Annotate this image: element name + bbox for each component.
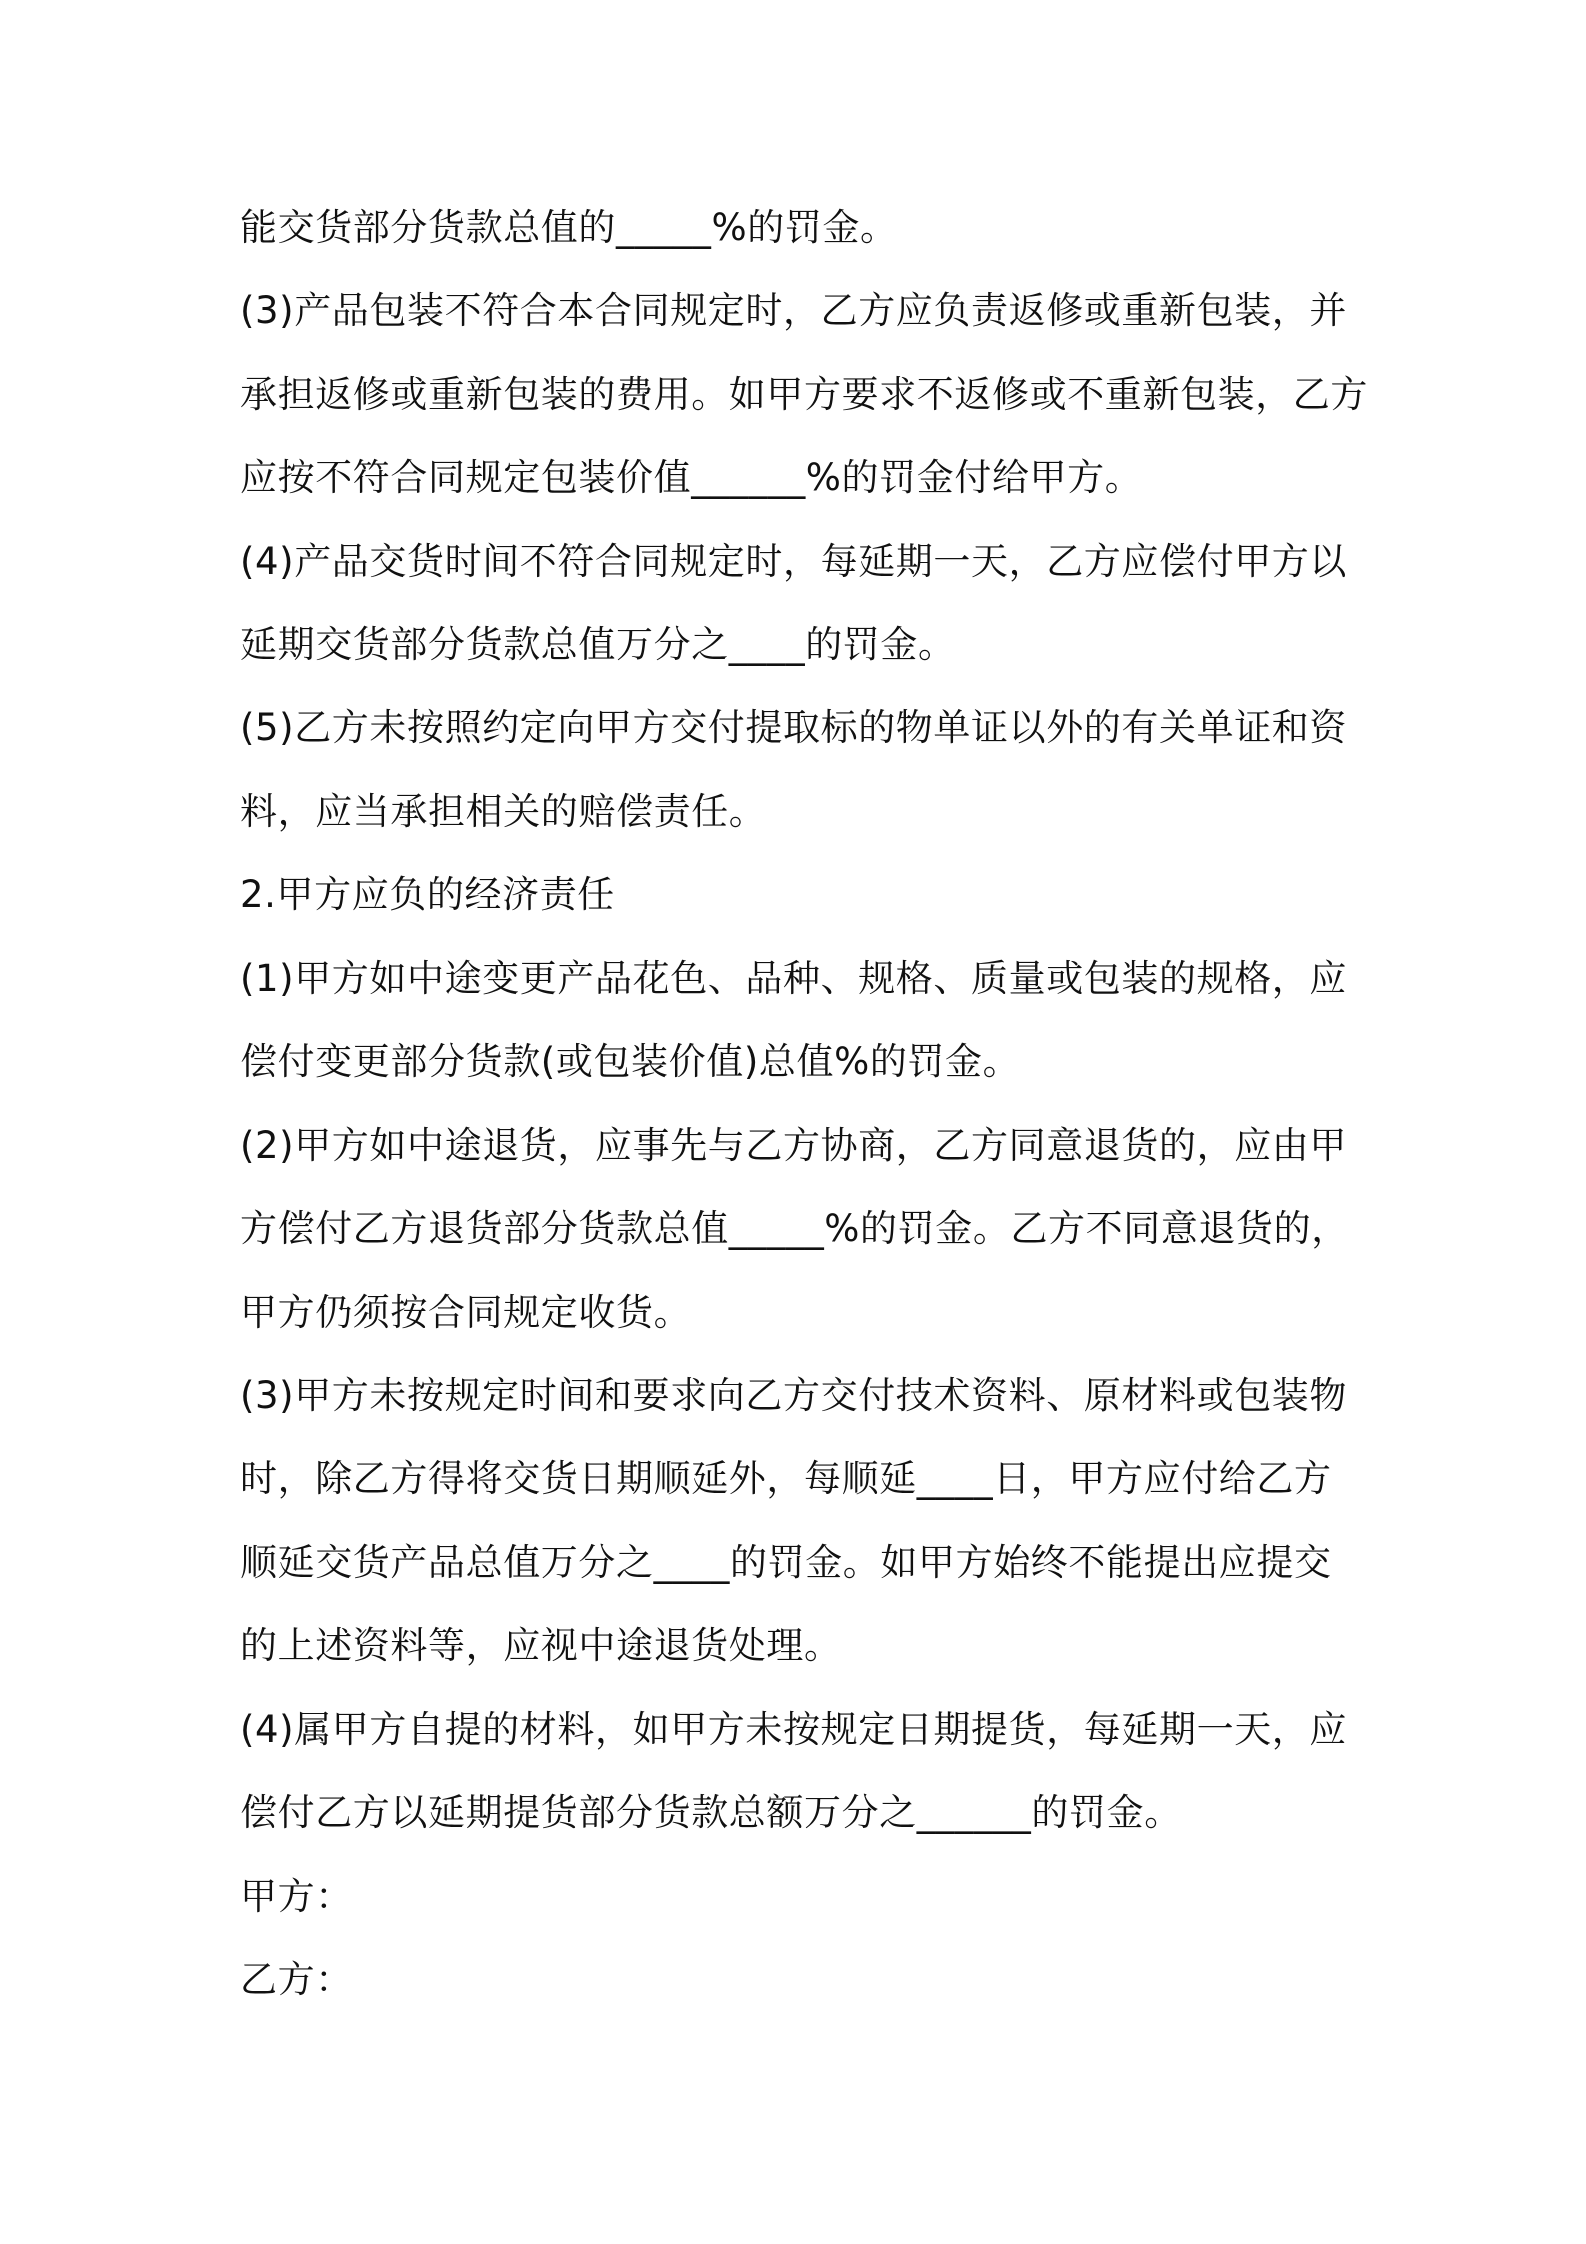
text-line: 延期交货部分货款总值万分之____的罚金。	[240, 623, 956, 666]
section-heading: 2.甲方应负的经济责任	[240, 873, 615, 916]
party-a-signature-label: 甲方：	[240, 1875, 353, 1918]
text-line: 料，应当承担相关的赔偿责任。	[240, 790, 767, 833]
text-line: (1)甲方如中途变更产品花色、品种、规格、质量或包装的规格，应	[240, 957, 1348, 1000]
text-line: (4)属甲方自提的材料，如甲方未按规定日期提货，每延期一天，应	[240, 1708, 1348, 1751]
text-line: (4)产品交货时间不符合同规定时，每延期一天，乙方应偿付甲方以	[240, 540, 1348, 583]
text-line: 能交货部分货款总值的_____%的罚金。	[240, 206, 898, 249]
text-line: 的上述资料等，应视中途退货处理。	[240, 1624, 842, 1667]
text-line: 承担返修或重新包装的费用。如甲方要求不返修或不重新包装，乙方	[240, 373, 1368, 416]
text-line: (2)甲方如中途退货，应事先与乙方协商，乙方同意退货的，应由甲	[240, 1124, 1348, 1167]
text-line: (5)乙方未按照约定向甲方交付提取标的物单证以外的有关单证和资	[240, 706, 1348, 749]
text-line: 偿付变更部分货款(或包装价值)总值%的罚金。	[240, 1040, 1021, 1083]
text-line: 方偿付乙方退货部分货款总值_____%的罚金。乙方不同意退货的，	[240, 1207, 1349, 1250]
text-line: 应按不符合同规定包装价值______%的罚金付给甲方。	[240, 456, 1143, 499]
text-line: (3)产品包装不符合本合同规定时，乙方应负责返修或重新包装，并	[240, 289, 1348, 332]
text-line: 顺延交货产品总值万分之____的罚金。如甲方始终不能提出应提交	[240, 1541, 1332, 1584]
text-line: 时，除乙方得将交货日期顺延外，每顺延____日，甲方应付给乙方	[240, 1457, 1332, 1500]
text-line: (3)甲方未按规定时间和要求向乙方交付技术资料、原材料或包装物	[240, 1374, 1348, 1417]
text-line: 甲方仍须按合同规定收货。	[240, 1291, 692, 1334]
text-line: 偿付乙方以延期提货部分货款总额万分之______的罚金。	[240, 1791, 1182, 1834]
party-b-signature-label: 乙方：	[240, 1958, 353, 2001]
